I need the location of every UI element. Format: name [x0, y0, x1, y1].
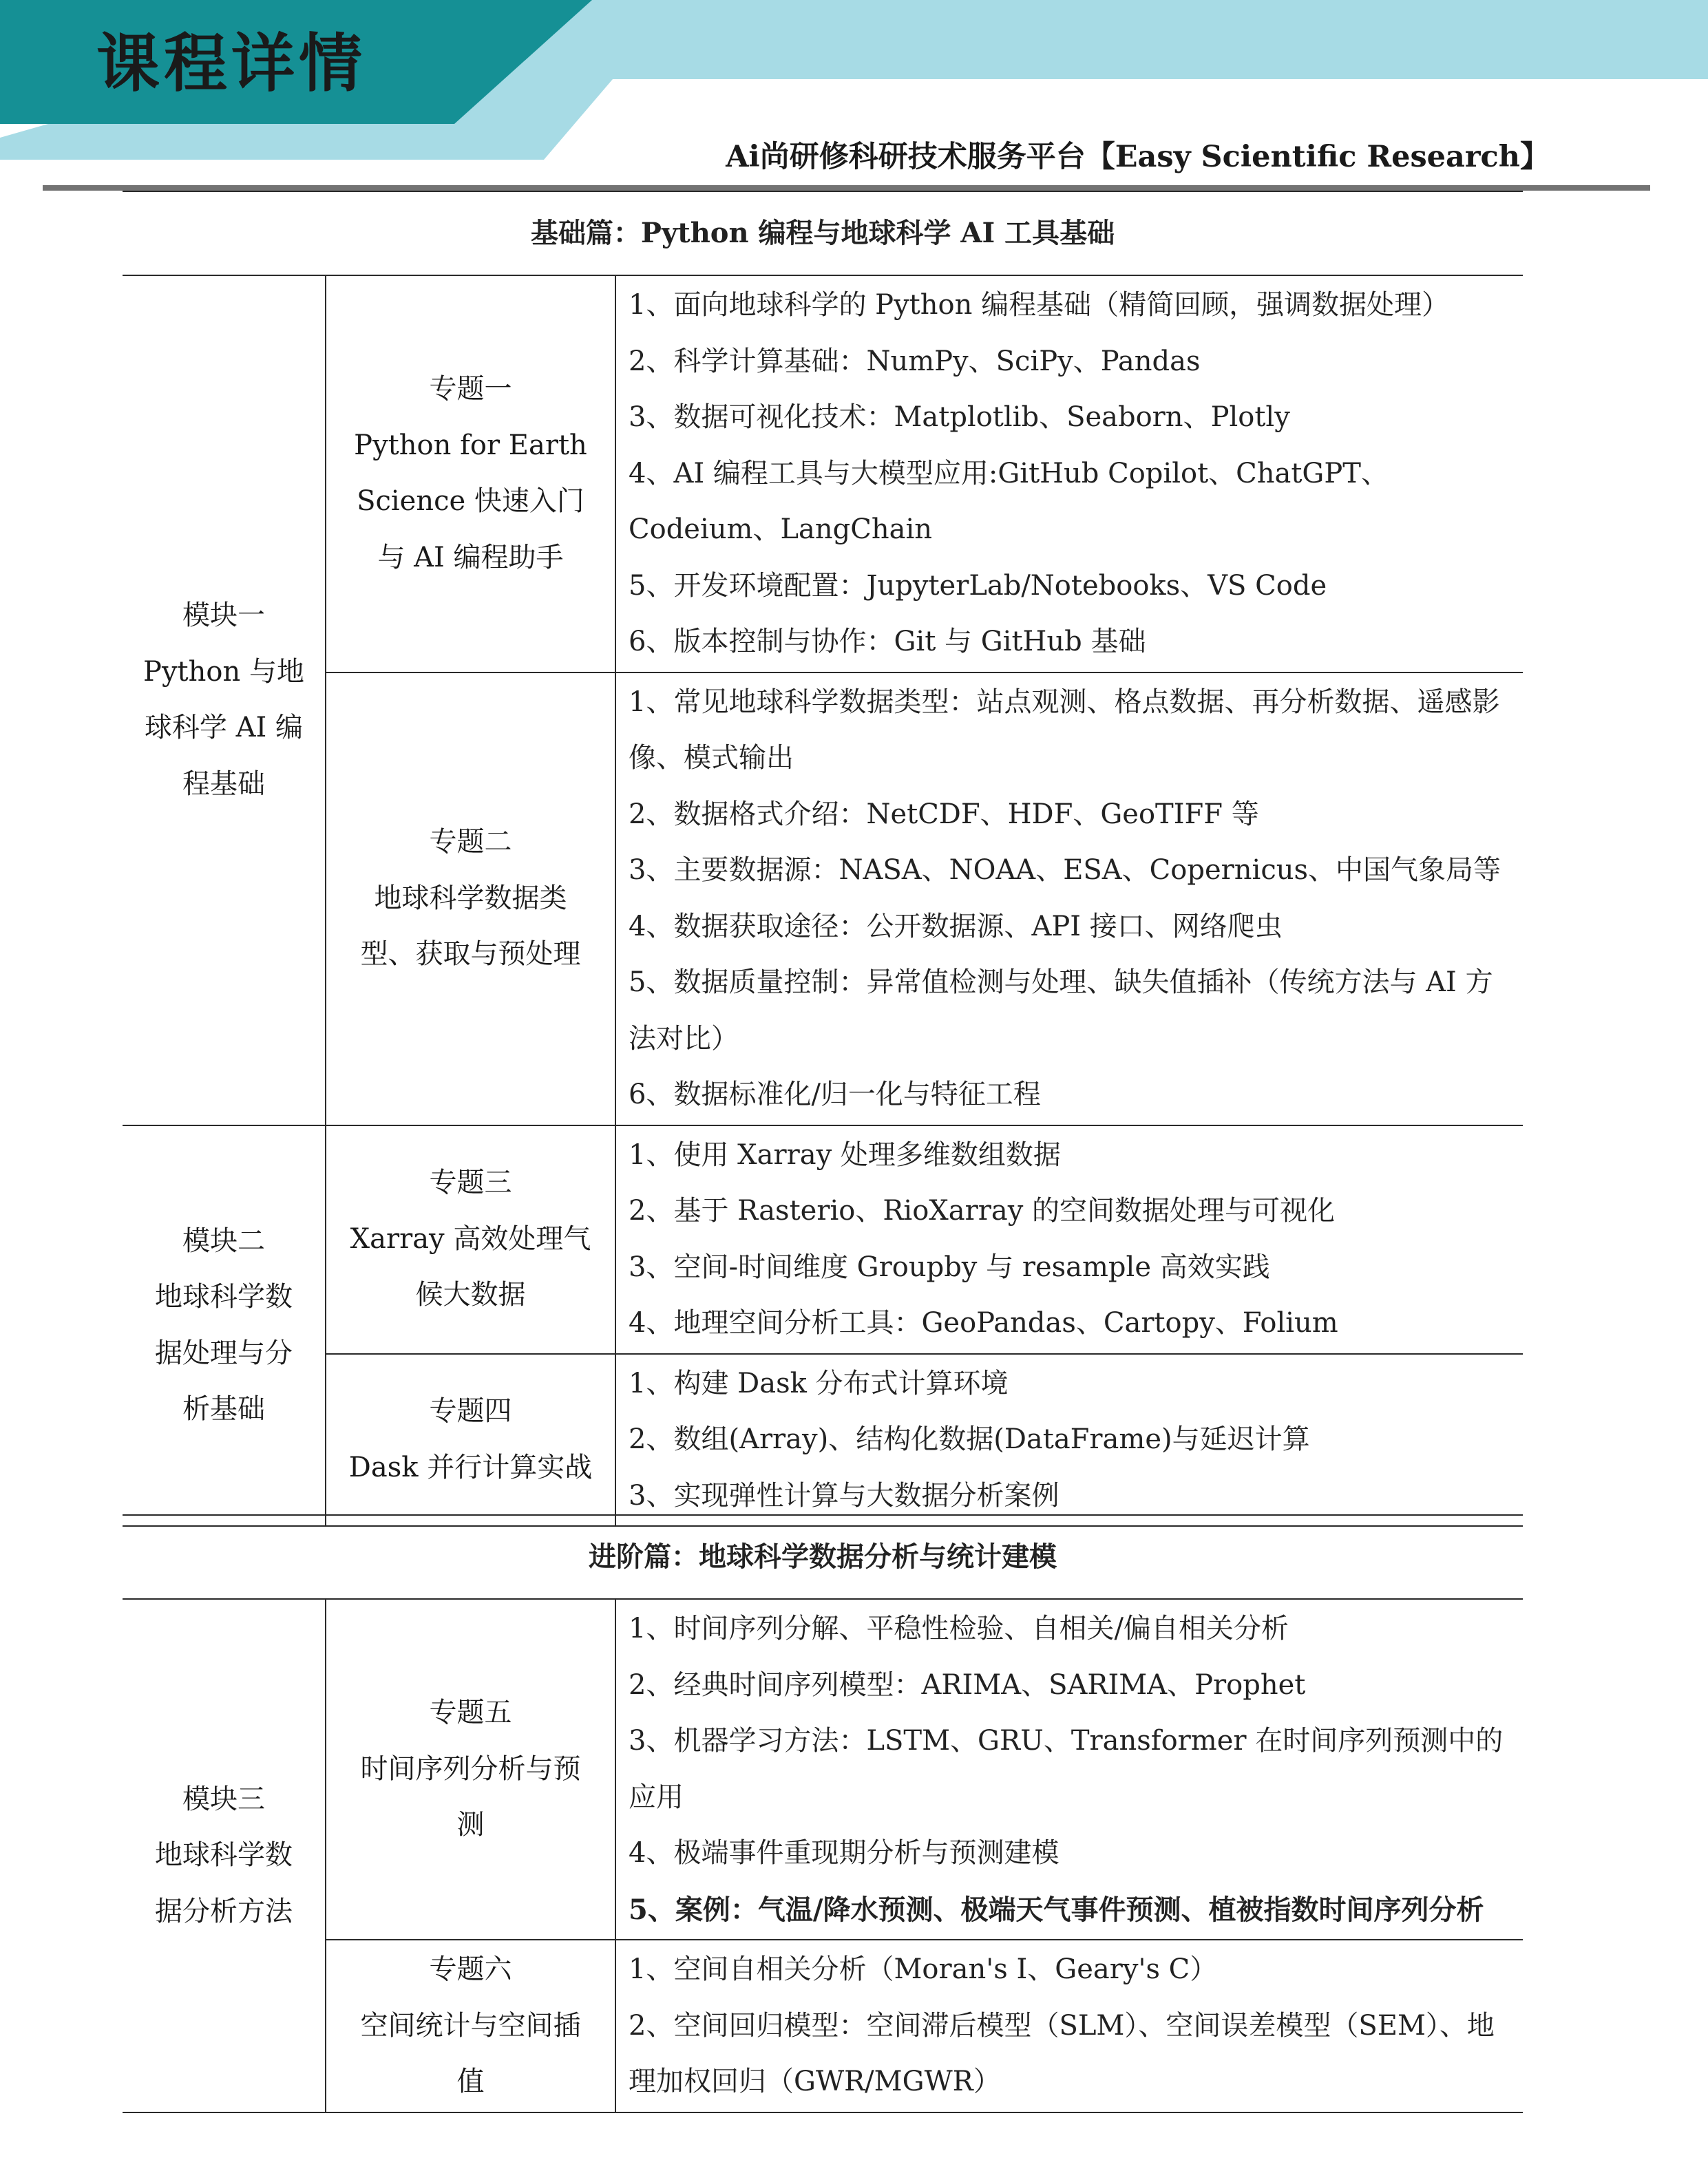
table-row: [123, 1599, 1523, 1940]
table-row: [123, 1125, 1523, 1354]
list-item: 3、空间-时间维度 Groupby 与 resample 高效实践: [629, 1251, 1270, 1283]
list-item: 4、地理空间分析工具：GeoPandas、Cartopy、Folium: [629, 1307, 1338, 1339]
topic-cell: [326, 1940, 615, 2112]
topic-cell: [326, 275, 615, 672]
topic-label: 候大数据: [415, 1279, 526, 1311]
topic-label: Python for Earth: [354, 429, 587, 461]
topic-items: [615, 1599, 1523, 1940]
course-table-basic: [123, 191, 1523, 1527]
list-item: 4、数据获取途径：公开数据源、API 接口、网络爬虫: [629, 910, 1283, 942]
list-item: 2、空间回归模型：空间滞后模型（SLM）、空间误差模型（SEM）、地理加权回归（GWR/MGWR）: [629, 2009, 1495, 2097]
list-item: 1、使用 Xarray 处理多维数组数据: [629, 1138, 1061, 1171]
list-item: 2、基于 Rasterio、RioXarray 的空间数据处理与可视化: [629, 1195, 1336, 1227]
table-row: [123, 672, 1523, 1125]
module-label: Python 与地: [143, 655, 304, 688]
table-row: [123, 1354, 1523, 1527]
list-item: 6、版本控制与协作：Git 与 GitHub 基础: [629, 626, 1146, 657]
list-item: 2、科学计算基础：NumPy、SciPy、Pandas: [629, 345, 1201, 377]
topic-label: Dask 并行计算实战: [348, 1451, 593, 1483]
table-row: [123, 1940, 1523, 2112]
topic-label: 专题一: [429, 373, 512, 405]
module-label: 地球科学数: [155, 1839, 293, 1871]
topic-label: 专题二: [429, 826, 512, 858]
topic-cell: [326, 672, 615, 1125]
topic-label: Xarray 高效处理气: [350, 1222, 591, 1255]
module-label: 析基础: [182, 1393, 265, 1426]
module-label: 据分析方法: [155, 1895, 293, 1927]
topic-items: [615, 1354, 1523, 1527]
list-item: 3、数据可视化技术：Matplotlib、Seaborn、Plotly: [629, 401, 1290, 433]
topic-label: 值: [456, 2066, 485, 2097]
platform-caption: Ai尚研修科研技术服务平台【Easy Scientific Research】: [726, 140, 1550, 174]
list-item: 1、时间序列分解、平稳性检验、自相关/偏自相关分析: [629, 1613, 1289, 1644]
section-title: 基础篇：Python 编程与地球科学 AI 工具基础: [123, 191, 1523, 275]
table-row: [123, 275, 1523, 672]
module-label: 球科学 AI 编: [144, 712, 304, 744]
list-item: 1、构建 Dask 分布式计算环境: [629, 1367, 1009, 1399]
list-item: 2、数据格式介绍：NetCDF、HDF、GeoTIFF 等: [629, 798, 1259, 830]
topic-label: 专题三: [429, 1167, 512, 1199]
module-cell: [123, 1125, 326, 1527]
header-divider: [43, 185, 1650, 191]
section-title-row: [123, 1515, 1523, 1599]
topic-label: 专题六: [429, 1953, 512, 1985]
topic-label: 测: [456, 1809, 485, 1841]
list-item: 4、极端事件重现期分析与预测建模: [629, 1837, 1059, 1869]
topic-label: 专题五: [429, 1697, 512, 1729]
topic-items: [615, 275, 1523, 672]
topic-label: 型、获取与预处理: [360, 938, 581, 971]
module-label: 程基础: [182, 767, 265, 800]
list-item: 1、面向地球科学的 Python 编程基础（精简回顾，强调数据处理）: [629, 289, 1450, 321]
page-title: 课程详情: [96, 27, 367, 100]
list-item: 2、数组(Array)、结构化数据(DataFrame)与延迟计算: [629, 1423, 1310, 1455]
list-item: 3、实现弹性计算与大数据分析案例: [629, 1479, 1059, 1512]
list-item: 1、常见地球科学数据类型：站点观测、格点数据、再分析数据、遥感影像、模式输出: [629, 686, 1500, 774]
topic-cell: [326, 1125, 615, 1354]
list-item: 5、开发环境配置：JupyterLab/Notebooks、VS Code: [629, 569, 1327, 602]
module-label: 地球科学数: [155, 1281, 293, 1313]
list-item: 5、案例：气温/降水预测、极端天气事件预测、植被指数时间序列分析: [629, 1893, 1484, 1926]
list-item: 5、数据质量控制：异常值检测与处理、缺失值插补（传统方法与 AI 方法对比）: [629, 966, 1493, 1055]
list-item: 1、空间自相关分析（Moran's I、Geary's C）: [629, 1953, 1218, 1985]
topic-items: [615, 1125, 1523, 1354]
module-cell: [123, 275, 326, 1125]
topic-label: 专题四: [429, 1395, 512, 1428]
topic-label: Science 快速入门: [357, 485, 584, 518]
course-table-advanced: [123, 1514, 1523, 2113]
section-title-row: [123, 191, 1523, 275]
section-title: 进阶篇：地球科学数据分析与统计建模: [123, 1515, 1523, 1599]
topic-label: 空间统计与空间插: [360, 2009, 581, 2042]
list-item: 4、AI 编程工具与大模型应用:GitHub Copilot、ChatGPT、Codeium、LangChain: [629, 457, 1389, 545]
list-item: 6、数据标准化/归一化与特征工程: [629, 1079, 1041, 1110]
topic-label: 地球科学数据类: [374, 882, 567, 914]
list-item: 2、经典时间序列模型：ARIMA、SARIMA、Prophet: [629, 1669, 1306, 1701]
topic-label: 时间序列分析与预: [360, 1752, 581, 1785]
list-item: 3、主要数据源：NASA、NOAA、ESA、Copernicus、中国气象局等: [629, 854, 1501, 886]
module-label: 模块三: [182, 1783, 265, 1815]
topic-cell: [326, 1599, 615, 1940]
topic-cell: [326, 1354, 615, 1527]
topic-label: 与 AI 编程助手: [377, 541, 564, 573]
topic-items: [615, 1940, 1523, 2112]
topic-items: [615, 672, 1523, 1125]
module-cell: [123, 1599, 326, 2112]
module-label: 模块二: [182, 1225, 265, 1257]
list-item: 3、机器学习方法：LSTM、GRU、Transformer 在时间序列预测中的应用: [629, 1725, 1504, 1813]
module-label: 据处理与分: [155, 1337, 293, 1369]
module-label: 模块一: [182, 600, 265, 632]
